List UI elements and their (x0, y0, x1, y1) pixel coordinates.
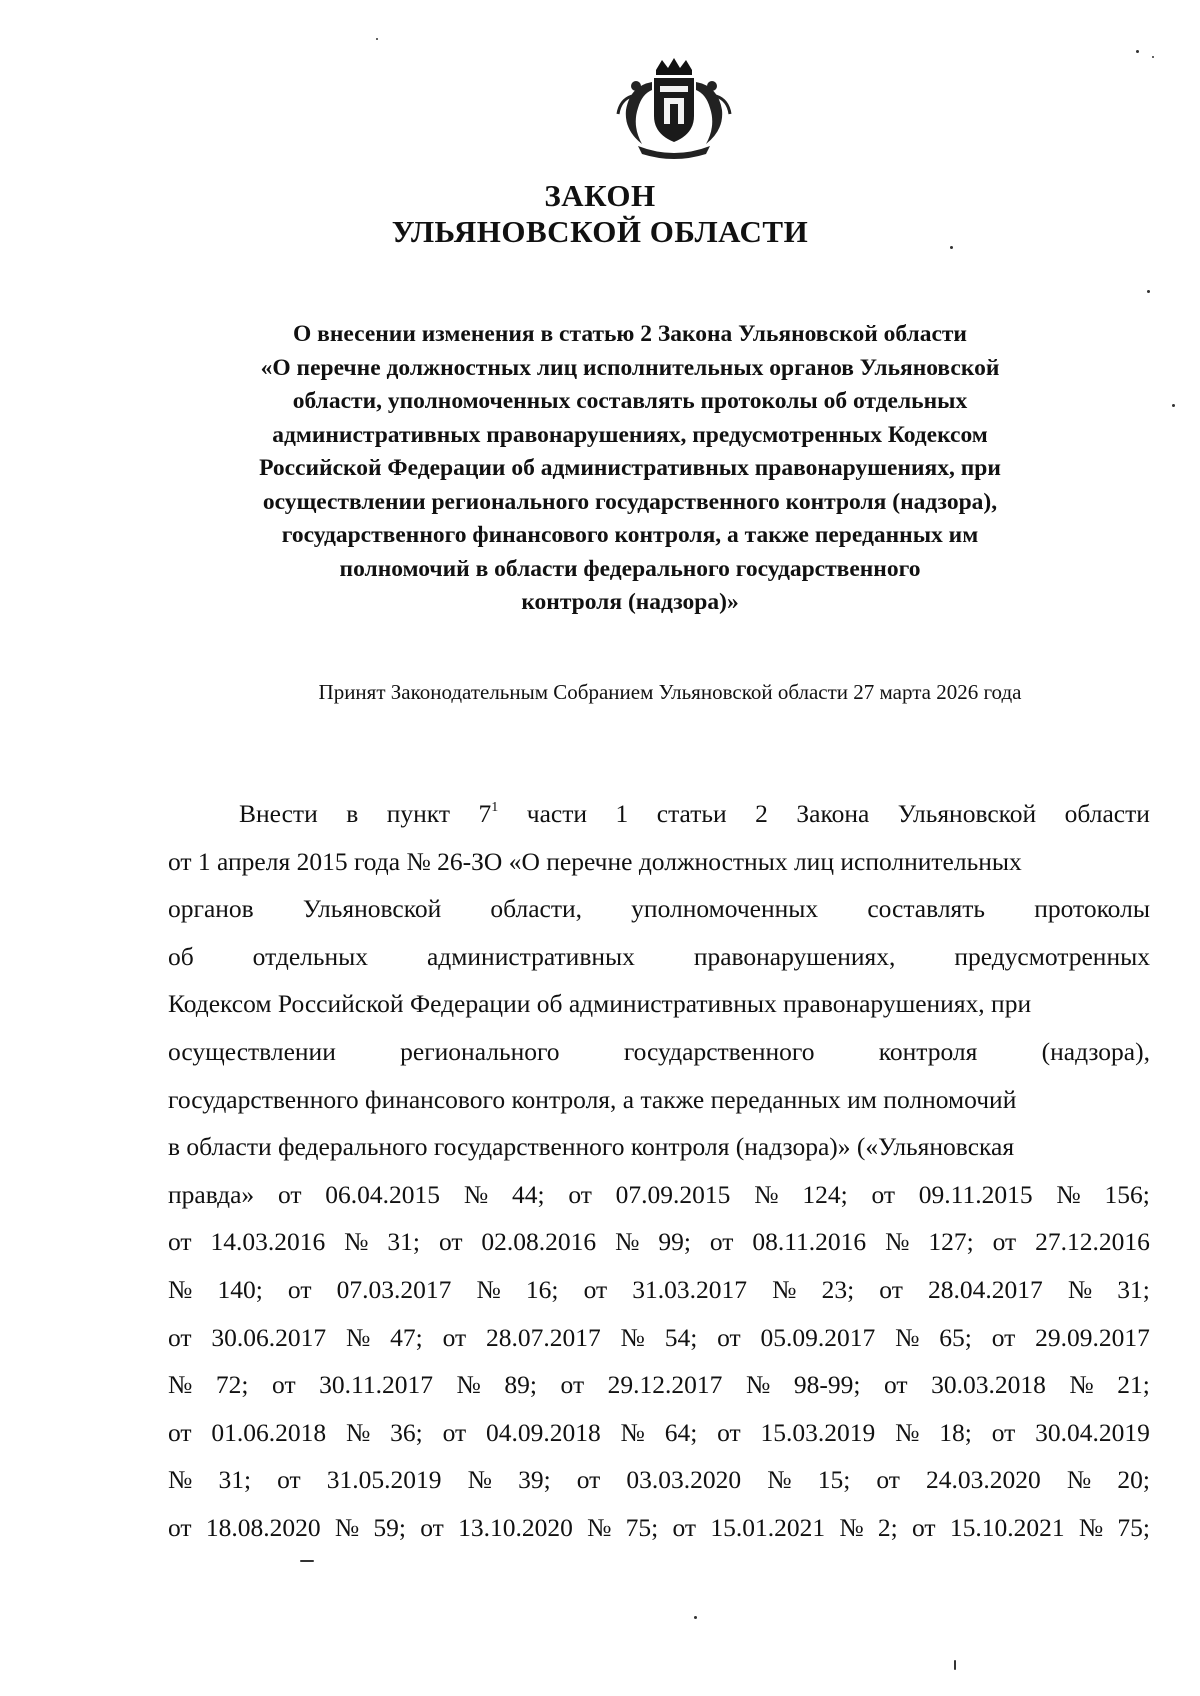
body-word: 127; (928, 1227, 974, 1257)
body-word: 156; (1104, 1179, 1150, 1209)
body-word: Ульяновской (302, 894, 442, 924)
body-word: 140; (217, 1275, 263, 1304)
body-word: от (871, 1179, 896, 1209)
body-word: № (168, 1465, 193, 1495)
body-line (168, 1504, 1150, 1552)
body-word: 64; (664, 1417, 698, 1447)
body-word: 24.03.2020 (926, 1465, 1041, 1495)
subject-line: О внесении изменения в статью 2 Закона Ульяновской области (293, 321, 967, 347)
body-word: № (615, 1227, 640, 1257)
body-word: от (168, 1322, 192, 1352)
body-word: № (885, 1227, 910, 1257)
body-word: № (345, 1322, 371, 1352)
body-word: от (583, 1275, 608, 1304)
body-word: 13.10.2020 (458, 1513, 573, 1542)
body-word: 65; (939, 1322, 972, 1352)
body-word: 01.06.2018 (211, 1417, 327, 1447)
body-word: государственного финансового контроля, а также переданных им полномочий (168, 1084, 1017, 1114)
body-word: осуществлении (168, 1037, 336, 1066)
body-word: 09.11.2015 (918, 1179, 1033, 1209)
body-word: от (876, 1465, 900, 1495)
body-word: № (456, 1370, 481, 1400)
body-word: области, (490, 894, 583, 924)
body-word: № (344, 1227, 369, 1257)
body-word: от (991, 1417, 1016, 1447)
subject-line: «О перечне должностных лиц исполнительных органов Ульяновской (260, 354, 1000, 381)
body-word: правда» (168, 1179, 255, 1209)
body-word: 31; (387, 1227, 421, 1257)
body-word: 15.03.2019 (760, 1417, 876, 1447)
body-word: 31; (218, 1465, 252, 1495)
body-word: контроля (878, 1037, 978, 1066)
body-word: государственного (623, 1037, 815, 1066)
body-word: 14.03.2016 (210, 1227, 326, 1257)
body-word: 07.09.2015 (615, 1179, 731, 1209)
body-word: от (277, 1179, 302, 1209)
body-word: 75; (1117, 1513, 1150, 1542)
body-line (168, 933, 1150, 981)
body-word: от 1 апреля 2015 года № 26-ЗО «О перечне должностных лиц исполнительных (168, 846, 1022, 876)
body-word: части (526, 799, 588, 828)
scan-speck (694, 1616, 697, 1619)
body-word: 15.01.2021 (710, 1513, 826, 1542)
body-word: 18.08.2020 (205, 1513, 321, 1542)
body-line (168, 838, 1150, 886)
body-word: 59; (373, 1513, 406, 1542)
body-word: 54; (664, 1322, 698, 1352)
body-word: 31.03.2017 (632, 1275, 748, 1304)
body-word: № (476, 1275, 501, 1304)
body-word: 21; (1117, 1370, 1150, 1400)
body-word: административных (426, 941, 635, 971)
body-word: № (467, 1465, 492, 1495)
body-line (168, 1456, 1150, 1504)
body-word: протоколы (1034, 894, 1150, 924)
scan-speck (376, 38, 378, 40)
body-word: от (438, 1227, 463, 1257)
body-word: от (442, 1417, 467, 1447)
body-word: Закона (796, 799, 870, 828)
body-word: № (168, 1370, 193, 1400)
subject-line: осуществлении регионального государственного контроля (надзора), (262, 488, 998, 515)
body-word: области (1064, 799, 1150, 828)
body-word: об (168, 941, 194, 971)
subject-line: области, уполномоченных составлять протоколы об отдельных (292, 388, 968, 414)
body-word: регионального (400, 1037, 560, 1066)
scan-speck (1152, 56, 1154, 58)
body-word: от (420, 1513, 444, 1542)
body-word: от (442, 1322, 467, 1352)
law-title: ЗАКОН (544, 178, 656, 213)
body-word: 39; (518, 1465, 551, 1495)
body-word: 28.07.2017 (485, 1322, 601, 1352)
body-word: № (839, 1513, 864, 1542)
body-word: 29.12.2017 (607, 1370, 723, 1400)
body-word: 03.03.2020 (626, 1465, 742, 1495)
body-word: 1 (615, 799, 629, 828)
body-word: № (334, 1513, 360, 1542)
body-word: от (576, 1465, 601, 1495)
body-line (168, 885, 1150, 933)
subject-line: контроля (надзора)» (521, 589, 739, 615)
coat-of-arms-icon (612, 56, 736, 162)
body-word: 04.09.2018 (485, 1417, 601, 1447)
body-word: № (767, 1465, 792, 1495)
body-line (168, 1409, 1150, 1457)
body-word: 98-99; (793, 1370, 861, 1400)
law-subject (190, 318, 1070, 620)
body-line (168, 1361, 1150, 1409)
scan-speck (1172, 404, 1175, 407)
body-word: 16; (525, 1275, 559, 1304)
item-number (479, 790, 499, 838)
body-word: от (717, 1322, 741, 1352)
body-word: в (346, 799, 359, 828)
scan-speck (1136, 50, 1139, 53)
body-word: (надзора), (1041, 1037, 1150, 1066)
body-word: от (672, 1513, 697, 1542)
body-word: отдельных (252, 941, 369, 971)
body-word: 124; (802, 1179, 848, 1209)
body-word: 08.11.2016 (752, 1227, 867, 1257)
subject-line: государственного финансового контроля, а также переданных им (281, 522, 979, 548)
body-line (168, 1218, 1150, 1266)
body-word: № (1066, 1465, 1092, 1495)
body-word: органов (168, 894, 254, 924)
body-word: от (560, 1370, 585, 1400)
body-word: 20; (1117, 1465, 1150, 1495)
body-word: 23; (821, 1275, 855, 1304)
body-line (168, 1028, 1150, 1076)
body-word: № (463, 1179, 489, 1209)
body-word: № (772, 1275, 797, 1304)
body-word: № (895, 1417, 920, 1447)
body-word: 05.09.2017 (760, 1322, 876, 1352)
body-word: от (568, 1179, 592, 1209)
body-word: Внести (239, 799, 318, 828)
body-word: пункт (386, 799, 451, 828)
scan-speck (1147, 290, 1150, 293)
body-word: от (168, 1417, 192, 1447)
scan-speck (950, 246, 953, 249)
body-word: № (620, 1417, 645, 1447)
body-word: 18; (939, 1417, 972, 1447)
body-word: от (287, 1275, 312, 1304)
body-word: 15.10.2021 (949, 1513, 1065, 1542)
body-word: № (1069, 1370, 1094, 1400)
body-word: № (345, 1417, 371, 1447)
body-word: 29.09.2017 (1035, 1322, 1150, 1352)
body-word: № (1067, 1275, 1093, 1304)
body-word: 30.04.2019 (1035, 1417, 1150, 1447)
body-word: Ульяновской (897, 799, 1037, 828)
body-line (168, 1171, 1150, 1219)
body-word: от (883, 1370, 908, 1400)
body-word: от (272, 1370, 296, 1400)
item-number-superscript: 1 (491, 799, 499, 815)
body-word: 31.05.2019 (326, 1465, 442, 1495)
item-number-base: 7 (478, 799, 492, 828)
body-word: № (1056, 1179, 1081, 1209)
body-word: 75; (625, 1513, 659, 1542)
body-word: от (168, 1227, 192, 1257)
body-word: 27.12.2016 (1035, 1227, 1150, 1257)
body-line (168, 1314, 1150, 1362)
body-word: 36; (390, 1417, 423, 1447)
body-word: статьи (656, 799, 727, 828)
body-word: 2; (877, 1513, 898, 1542)
body-line (168, 1266, 1150, 1314)
adoption-note: Принят Законодательным Собранием Ульяновской области 27 марта 2026 года (318, 680, 1022, 704)
scan-speck (954, 1660, 956, 1670)
subject-line: полномочий в области федерального государственного (339, 555, 921, 582)
body-word: от (717, 1417, 741, 1447)
subject-line: административных правонарушениях, предусмотренных Кодексом (272, 421, 988, 448)
body-word: 47; (390, 1322, 423, 1352)
body-word: 06.04.2015 (325, 1179, 441, 1209)
body-word: 28.04.2017 (927, 1275, 1043, 1304)
body-word: 89; (504, 1370, 537, 1400)
body-word: № (1078, 1513, 1104, 1542)
body-word: 30.06.2017 (211, 1322, 327, 1352)
body-line (168, 1123, 1150, 1171)
body-word: от (912, 1513, 936, 1542)
body-word: 30.11.2017 (319, 1370, 433, 1400)
body-word: № (754, 1179, 779, 1209)
body-word: № (745, 1370, 771, 1400)
body-word: предусмотренных (954, 941, 1150, 971)
body-word: № (168, 1275, 193, 1304)
body-word: правонарушениях, (693, 941, 896, 971)
body-word: от (277, 1465, 301, 1495)
body-line (168, 980, 1150, 1028)
subject-line: Российской Федерации об административных правонарушениях, при (259, 455, 1001, 481)
body-word: № (587, 1513, 612, 1542)
body-word: Кодексом Российской Федерации об административных правонарушениях, при (168, 989, 1032, 1019)
body-word: от (991, 1322, 1016, 1352)
body-word: составлять (867, 894, 986, 924)
body-word: 44; (511, 1179, 545, 1209)
law-region-title: УЛЬЯНОВСКОЙ ОБЛАСТИ (391, 214, 809, 249)
body-word: 15; (817, 1465, 851, 1495)
body-word: 99; (658, 1227, 691, 1257)
body-word: 02.08.2016 (481, 1227, 597, 1257)
body-word: 72; (215, 1370, 249, 1400)
body-word: 2 (755, 799, 768, 828)
body-word: от (168, 1513, 192, 1542)
scan-speck (300, 1560, 314, 1562)
body-word: уполномоченных (631, 894, 819, 924)
body-word: от (709, 1227, 734, 1257)
body-word: 31; (1117, 1275, 1150, 1304)
body-word: от (992, 1227, 1017, 1257)
body-word: № (895, 1322, 920, 1352)
body-word: № (620, 1322, 645, 1352)
body-line (168, 1076, 1150, 1124)
body-word: в области федерального государственного контроля (надзора)» («Ульяновская (168, 1132, 1015, 1162)
body-word: 30.03.2018 (931, 1370, 1046, 1400)
body-word: 07.03.2017 (336, 1275, 452, 1304)
body-line (239, 790, 1150, 838)
body-word: от (879, 1275, 903, 1304)
